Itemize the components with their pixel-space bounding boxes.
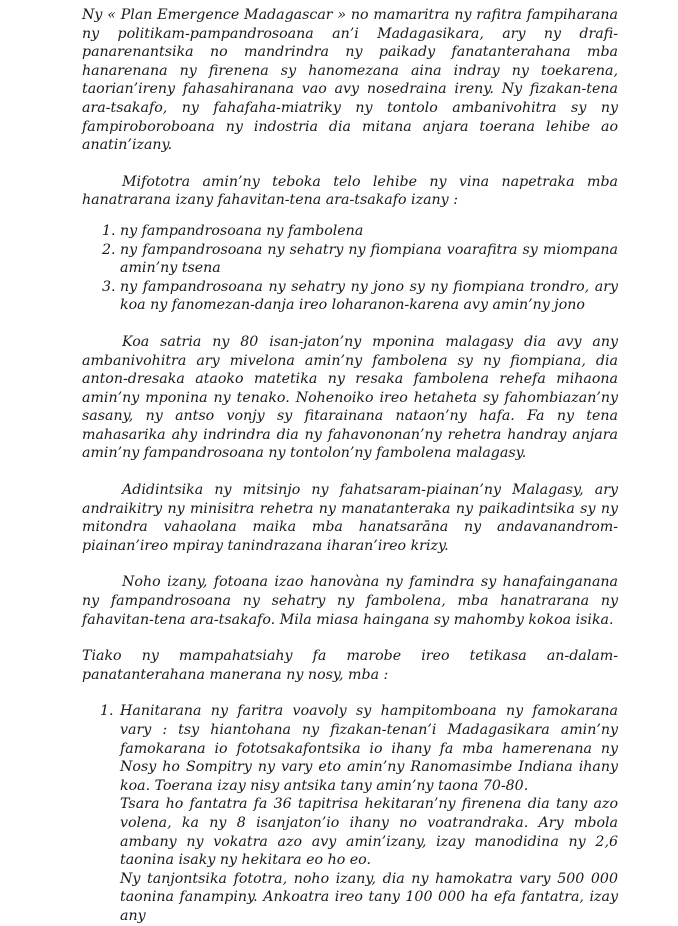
list-item-paragraph: Hanitarana ny faritra voavoly sy hampitomboana ny famokarana vary : tsy hiantohana ny fizakan-tenan’i Madagasikara amin’ny famokarana io fototsakafontsika io ihany fa mba hamerenana ny Nosy ho Sompitry ny vary eto amin’ny Ranomasimbe Indiana ihany koa. Toerana izay nisy antsika tany amin’ny taona 70-80. [120, 703, 618, 794]
ministry-paragraph: Adidintsika ny mitsinjo ny fahatsaram-piainan’ny Malagasy, ary andraikitry ny minisitra rehetra ny manatanteraka ny paikadintsika sy ny mitondra vahaolana maika mba hanatsarāna ny andavanandrom-piainan’ireo mpiray tanindrazana iharan’ireo krizy. [82, 482, 618, 554]
list-item-text: ny fampandrosoana ny sehatry ny jono sy ny fiompiana trondro, ary koa ny fanomezan-danja ireo loharanon-karena avy amin’ny jono [120, 278, 618, 314]
actions-list [82, 702, 618, 925]
population-paragraph: Koa satria ny 80 isan-jaton’ny mponina malagasy dia avy any ambanivohitra ary mivelona amin’ny fambolena sy ny fiompiana, dia anton-dresaka ataoko matetika ny resaka fambolena rehefa mihaona amin’ny mponina ny tenako. Nohenoiko ireo hetaheta sy fahombiazan’ny sasany, ny antso vonjy sy fitarainana nataon’ny hafa. Fa ny tena mahasarika ahy indrindra dia ny fahavononan’ny rehetra handray anjara amin’ny fampandrosoana ny tontolon’ny fambolena malagasy. [82, 333, 618, 462]
reminder-paragraph: Tiako ny mampahatsiahy fa marobe ireo tetikasa an-dalam-panatanterahana manerana ny nosy, mba : [82, 648, 618, 683]
time-paragraph: Noho izany, fotoana izao hanovàna ny famindra sy hanafainganana ny fampandrosoana ny sehatry ny fambolena, mba hanatrarana ny fahavitan-tena ara-tsakafo. Mila miasa haingana sy mahomby kokoa isika. [82, 574, 618, 628]
list-item [82, 702, 618, 925]
list-item-text: ny fampandrosoana ny fambolena [120, 222, 364, 239]
list-item [82, 278, 618, 315]
list-item-paragraph: Tsara ho fantatra fa 36 tapitrisa hekitaran’ny firenena dia tany azo volena, ka ny 8 isanjaton’io ihany no voatrandraka. Ary mbola ambany ny vokatra azo avy amin’izany, izay manodidina ny 2,6 taonina isaky ny hekitara eo ho eo. [120, 796, 618, 869]
list-item-number: 1. [102, 222, 116, 239]
list-item-paragraph: Ny tanjontsika fototra, noho izany, dia ny hamokatra vary 500 000 taonina fanampiny. Ankoatra ireo tany 100 000 ha efa fantatra, izay any [120, 870, 618, 924]
list-item [82, 241, 618, 278]
objectives-list [82, 222, 618, 315]
intro-paragraph: Ny « Plan Emergence Madagascar » no mamaritra ny rafitra fampiharana ny politikam-pampandrosoana an’i Madagasikara, ary ny drafi-panarenantsika no mandrindra ny paikady fanatanterahana mba hanarenana ny firenena sy hanomezana aina indray ny toekarena, taorian’ireny fahasahiranana vao avy nosedraina ireny. Ny fizakan-tena ara-tsakafo, ny fahafaha-miatriky ny tontolo ambanivohitra sy ny fampiroboroboana ny indostria dia mitana anjara toerana lehibe ao anatin’izany. [82, 7, 618, 154]
document-page [82, 6, 618, 926]
list-item-number: 2. [102, 241, 116, 258]
objectives-intro-paragraph: Mifototra amin’ny teboka telo lehibe ny vina napetraka mba hanatrarana izany fahavitan-tena ara-tsakafo izany : [82, 173, 618, 209]
list-item [82, 222, 618, 241]
list-item-text: ny fampandrosoana ny sehatry ny fiompiana voarafitra sy miompana amin’ny tsena [120, 241, 618, 277]
list-item-number: 1. [100, 703, 114, 720]
list-item-number: 3. [102, 278, 116, 295]
list-item-body [120, 702, 618, 925]
